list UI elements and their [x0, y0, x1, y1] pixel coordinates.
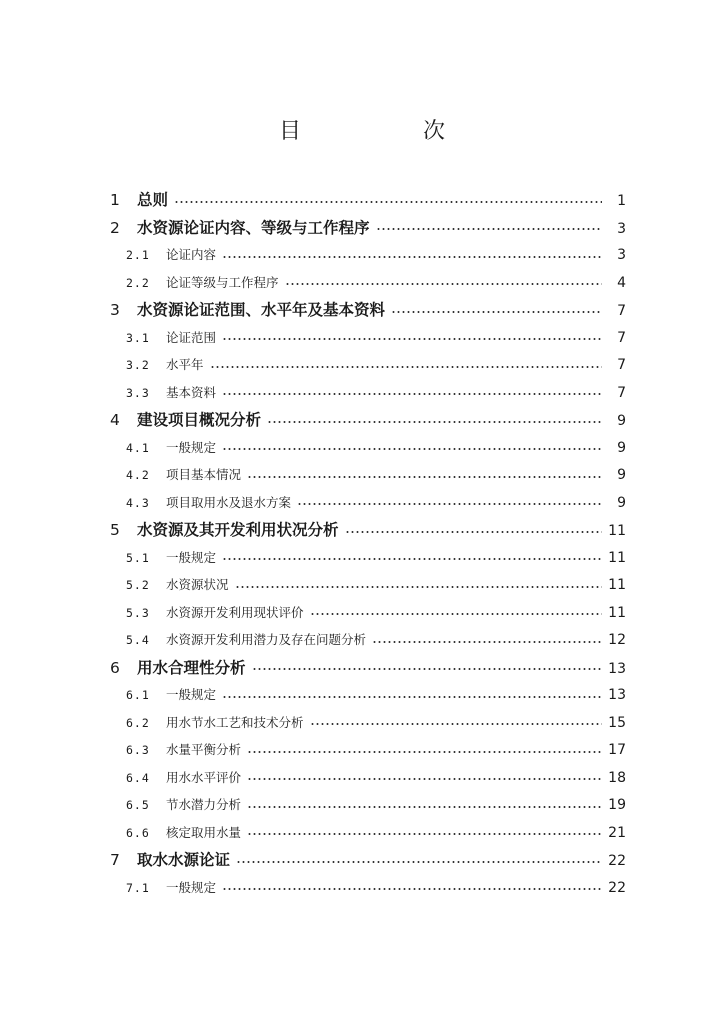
toc-entry-title: 论证范围	[166, 329, 217, 345]
toc-entry-number: 4.2	[126, 468, 150, 482]
toc-entry-title: 用水合理性分析	[137, 657, 246, 677]
toc-dot-leader	[222, 696, 602, 698]
toc-entry-number: 2.2	[126, 275, 150, 290]
toc-entry-number: 6.4	[126, 770, 150, 785]
toc-dot-leader	[310, 613, 602, 615]
toc-section-entry[interactable]	[108, 379, 626, 407]
toc-entry-title: 一般规定	[166, 439, 217, 455]
toc-entry-number: 2.1	[126, 248, 150, 262]
toc-entry-page-number: 11	[608, 549, 626, 566]
toc-section-entry[interactable]	[108, 874, 626, 902]
toc-section-entry[interactable]	[108, 599, 626, 627]
toc-dot-leader	[310, 723, 602, 725]
toc-entry-page-number: 7	[617, 384, 626, 401]
toc-entry-number: 4.3	[126, 495, 150, 510]
toc-entry-number: 4.1	[126, 440, 150, 455]
toc-entry-title: 水资源开发利用现状评价	[166, 604, 304, 620]
toc-entry-title: 水资源状况	[166, 577, 229, 592]
toc-entry-title: 用水水平评价	[166, 769, 242, 785]
toc-entry-number: 5.3	[126, 605, 150, 620]
toc-section-entry[interactable]	[108, 544, 626, 572]
page-title: 目 次	[278, 119, 495, 144]
toc-entry-page-number: 22	[608, 853, 626, 869]
toc-entry-number: 5	[110, 521, 120, 539]
toc-entry-page-number: 4	[617, 274, 626, 291]
toc-entry-page-number: 11	[608, 523, 626, 539]
toc-entry-title: 取水水源论证	[137, 850, 231, 869]
toc-entry-title: 论证内容	[166, 247, 217, 262]
toc-dot-leader	[222, 393, 602, 395]
toc-chapter-entry[interactable]	[108, 214, 626, 242]
toc-entry-page-number: 3	[617, 220, 626, 237]
toc-entry-page-number: 15	[608, 714, 626, 731]
toc-entry-title: 基本资料	[166, 384, 217, 400]
toc-entry-page-number: 9	[617, 439, 626, 456]
toc-entry-page-number: 7	[617, 329, 626, 346]
toc-section-entry[interactable]	[108, 324, 626, 352]
toc-entry-page-number: 19	[608, 797, 626, 813]
toc-chapter-entry[interactable]	[108, 406, 626, 434]
toc-section-entry[interactable]	[108, 736, 626, 764]
toc-dot-leader	[247, 806, 602, 808]
toc-entry-number: 5.4	[126, 633, 150, 647]
toc-dot-leader	[222, 338, 602, 340]
toc-entry-title: 一般规定	[166, 549, 217, 565]
toc-entry-title: 节水潜力分析	[166, 797, 242, 812]
toc-entry-number: 6.1	[126, 688, 150, 702]
toc-entry-page-number: 3	[617, 247, 626, 263]
toc-entry-title: 水资源论证内容、等级与工作程序	[137, 217, 370, 237]
toc-entry-number: 7	[110, 851, 120, 869]
toc-section-entry[interactable]	[108, 626, 626, 654]
toc-chapter-entry[interactable]	[108, 846, 626, 874]
toc-entry-number: 5.2	[126, 578, 150, 592]
toc-chapter-entry[interactable]	[108, 516, 626, 544]
toc-section-entry[interactable]	[108, 351, 626, 379]
toc-entry-number: 4	[110, 411, 120, 429]
toc-entry-page-number: 13	[608, 660, 626, 677]
toc-entry-number: 3.1	[126, 330, 150, 345]
table-of-contents	[108, 186, 626, 901]
toc-section-entry[interactable]	[108, 681, 626, 709]
toc-entry-page-number: 11	[608, 577, 626, 593]
toc-dot-leader	[235, 586, 602, 588]
toc-entry-page-number: 9	[617, 494, 626, 511]
toc-entry-page-number: 13	[608, 687, 626, 703]
toc-entry-page-number: 11	[608, 604, 626, 621]
toc-section-entry[interactable]	[108, 791, 626, 819]
toc-entry-title: 水资源开发利用潜力及存在问题分析	[166, 632, 367, 647]
toc-dot-leader	[222, 558, 602, 560]
toc-dot-leader	[174, 201, 602, 203]
toc-entry-number: 5.1	[126, 550, 150, 565]
toc-section-entry[interactable]	[108, 461, 626, 489]
toc-dot-leader	[222, 448, 602, 450]
toc-entry-number: 6.6	[126, 825, 150, 840]
toc-dot-leader	[222, 256, 602, 258]
toc-entry-page-number: 18	[608, 769, 626, 786]
toc-entry-title: 用水节水工艺和技术分析	[166, 714, 304, 730]
toc-entry-page-number: 9	[617, 413, 626, 429]
toc-dot-leader	[236, 861, 602, 863]
toc-entry-title: 论证等级与工作程序	[166, 274, 279, 290]
toc-entry-title: 水资源论证范围、水平年及基本资料	[137, 300, 386, 319]
toc-dot-leader	[391, 311, 602, 313]
toc-entry-title: 一般规定	[166, 687, 217, 702]
toc-entry-number: 1	[110, 191, 120, 209]
toc-dot-leader	[267, 421, 602, 423]
toc-dot-leader	[297, 503, 602, 505]
toc-entry-title: 建设项目概况分析	[137, 410, 262, 429]
toc-chapter-entry[interactable]	[108, 296, 626, 324]
toc-section-entry[interactable]	[108, 571, 626, 599]
toc-entry-number: 6.5	[126, 798, 150, 812]
toc-section-entry[interactable]	[108, 489, 626, 517]
toc-entry-page-number: 17	[608, 742, 626, 758]
toc-entry-page-number: 21	[608, 824, 626, 841]
toc-dot-leader	[222, 888, 602, 890]
toc-section-entry[interactable]	[108, 434, 626, 462]
toc-entry-page-number: 7	[617, 357, 626, 373]
toc-entry-title: 项目取用水及退水方案	[166, 494, 292, 510]
toc-entry-page-number: 7	[617, 303, 626, 319]
toc-dot-leader	[247, 778, 602, 780]
toc-chapter-entry[interactable]	[108, 186, 626, 214]
toc-dot-leader	[372, 641, 602, 643]
toc-dot-leader	[247, 476, 602, 478]
toc-entry-title: 水平年	[166, 357, 204, 372]
toc-section-entry[interactable]	[108, 709, 626, 737]
toc-entry-title: 一般规定	[166, 879, 217, 895]
toc-dot-leader	[252, 668, 602, 670]
toc-section-entry[interactable]	[108, 241, 626, 269]
toc-dot-leader	[345, 531, 602, 533]
toc-entry-number: 2	[110, 218, 120, 237]
toc-entry-number: 3.3	[126, 385, 150, 400]
toc-dot-leader	[247, 751, 602, 753]
toc-entry-number: 6	[110, 658, 120, 677]
toc-entry-page-number: 22	[608, 879, 626, 896]
toc-dot-leader	[247, 833, 602, 835]
toc-entry-title: 水资源及其开发利用状况分析	[137, 520, 339, 539]
toc-entry-title: 项目基本情况	[166, 467, 242, 482]
toc-entry-page-number: 1	[617, 193, 626, 209]
toc-dot-leader	[376, 228, 602, 230]
toc-entry-title: 核定取用水量	[166, 824, 242, 840]
toc-section-entry[interactable]	[108, 269, 626, 297]
toc-entry-number: 6.3	[126, 743, 150, 757]
toc-dot-leader	[285, 283, 602, 285]
toc-entry-title: 总则	[137, 190, 169, 209]
toc-entry-title: 水量平衡分析	[166, 742, 242, 757]
toc-entry-page-number: 12	[608, 632, 626, 648]
toc-entry-number: 3	[110, 301, 120, 319]
toc-entry-page-number: 9	[617, 467, 626, 483]
toc-entry-number: 3.2	[126, 358, 150, 372]
toc-entry-number: 6.2	[126, 715, 150, 730]
toc-entry-number: 7.1	[126, 880, 150, 895]
toc-chapter-entry[interactable]	[108, 654, 626, 682]
toc-dot-leader	[210, 366, 602, 368]
toc-section-entry[interactable]	[108, 764, 626, 792]
toc-section-entry[interactable]	[108, 819, 626, 847]
